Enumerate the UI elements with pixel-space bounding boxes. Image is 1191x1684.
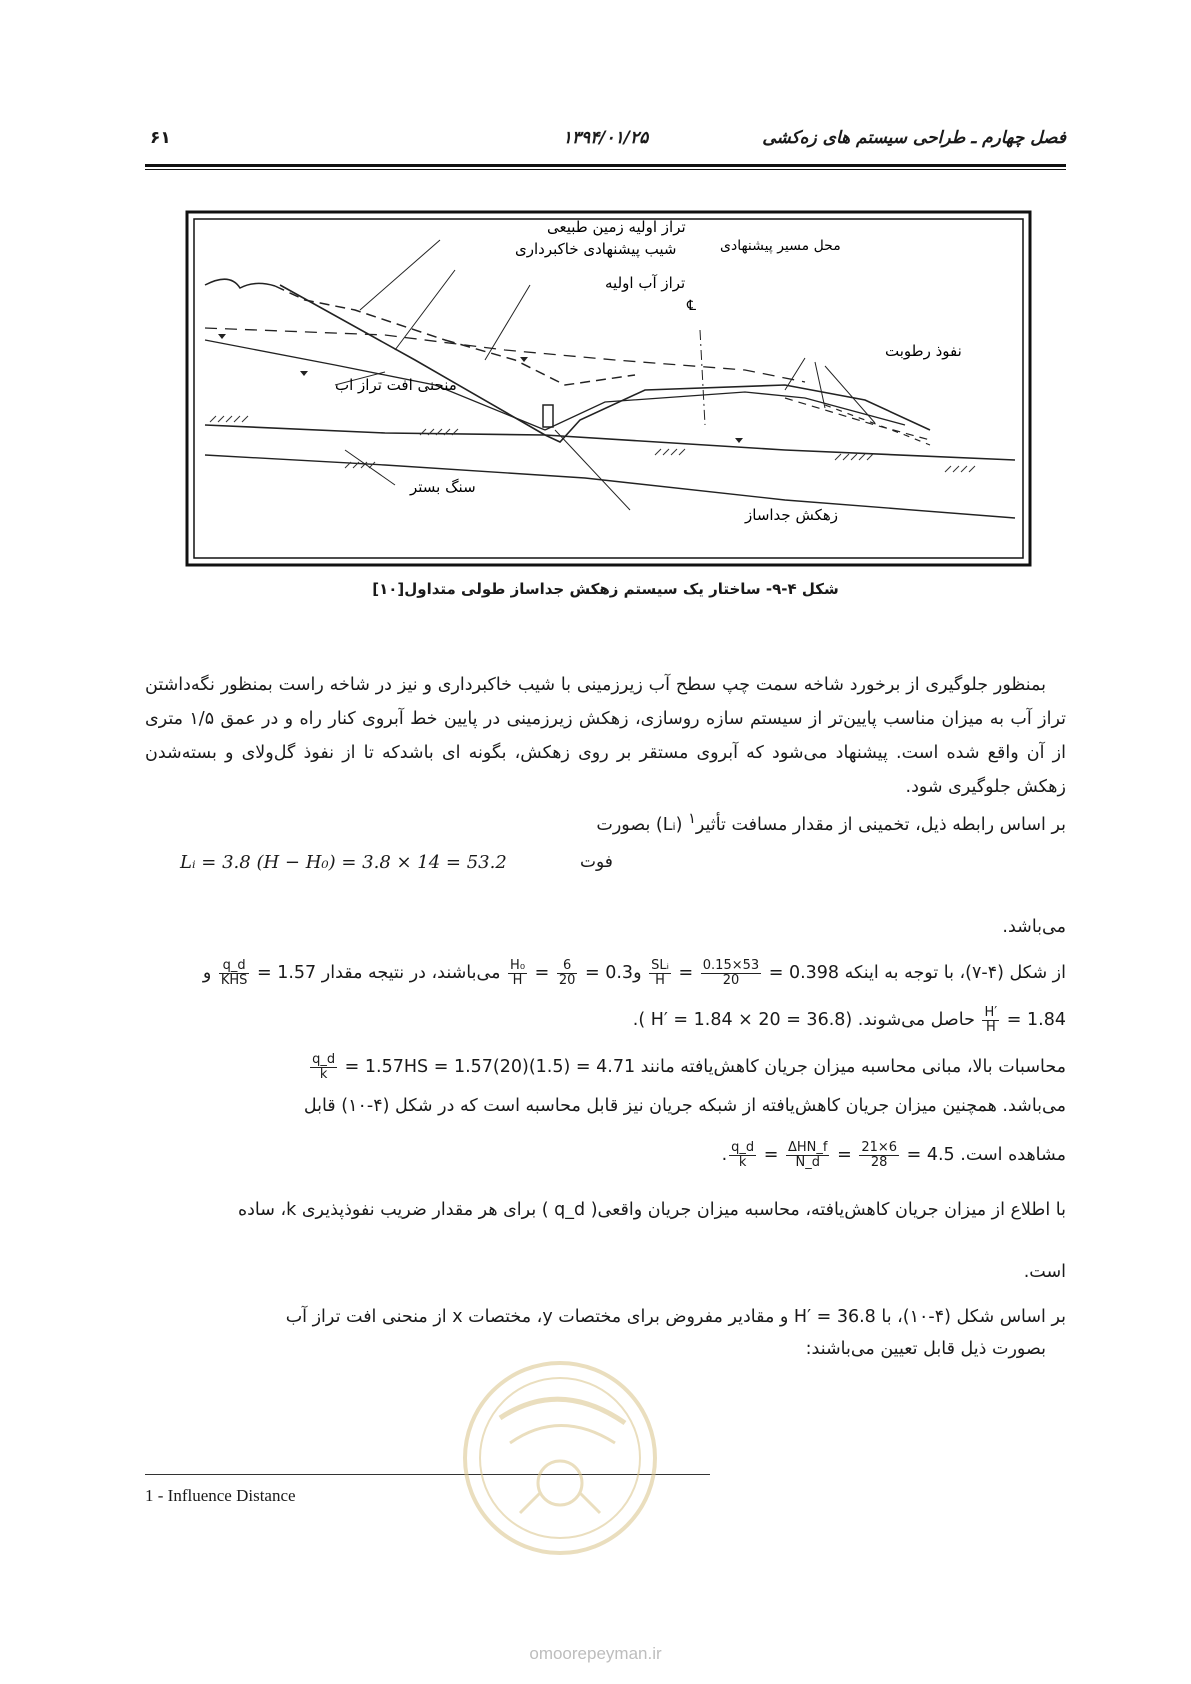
frac-den: 28	[870, 1154, 888, 1170]
chapter-title: فصل چهارم ـ طراحی سیستم های زه‌کشی	[762, 128, 1066, 148]
frac-num: ΔHN_f	[788, 1139, 828, 1155]
fraction-10	[729, 1141, 756, 1170]
drainage-figure	[185, 210, 1032, 567]
equals-sign: =	[837, 1145, 852, 1165]
paragraph-3: می‌باشد.	[1002, 917, 1066, 937]
frac-den: 20	[722, 972, 740, 988]
header-date: ۱۳۹۴/۰۱/۲۵	[562, 128, 649, 148]
p2-text-a: بر اساس رابطه ذیل، تخمینی از مقدار مسافت تأثیر	[695, 814, 1066, 835]
equation-unit: فوت	[580, 852, 613, 872]
frac-den: N_d	[795, 1154, 820, 1170]
label-moisture: نفوذ رطوبت	[885, 342, 962, 360]
frac-num: q_d	[312, 1051, 336, 1067]
frac-den: 20	[558, 972, 576, 988]
equation-influence-distance: Lᵢ = 3.8 (H − H₀) = 3.8 × 14 = 53.2	[180, 852, 507, 873]
equals-sign: =	[763, 1145, 779, 1165]
paragraph-9: با اطلاع از میزان جریان کاهش‌یافته، محاسبه میزان جریان واقعی( q_d ) برای هر مقدار ضریب نفوذپذیری k، ساده	[237, 1200, 1066, 1220]
fraction-5	[219, 959, 250, 988]
paragraph-6	[145, 1050, 1066, 1084]
fraction-8	[859, 1141, 899, 1170]
p4-text-d: و	[202, 963, 212, 983]
p4-text-b: و0.3 =	[585, 963, 642, 983]
paragraph-12: بصورت ذیل قابل تعیین می‌باشند:	[805, 1339, 1046, 1359]
label-bedrock: سنگ بستر	[410, 478, 476, 496]
p5-text-a: 1.84 =	[1006, 1010, 1066, 1030]
equals-sign: =	[678, 963, 694, 983]
frac-den: H	[512, 972, 523, 988]
label-cut-slope: شیب پیشنهادی خاکبرداری	[515, 240, 677, 258]
paragraph-1: بمنظور جلوگیری از برخورد شاخه سمت چپ سطح آب زیرزمینی با شیب خاکبرداری و نیز در شاخه راست بمنظور نگه‌داشتن تراز آب به میزان مناسب پایین‌تر از سیستم سازه روسازی، زهکش زیرزمینی در پایین خط آبروی کنار راه و در عمق ۱/۵ متری از آن واقع شده است. پیشنهاد می‌شود که آبروی مستقر بر روی زهکش، بگونه ای باشدکه تا از نفوذ گل‌ولای و بسته‌شدن زهکش جلوگیری شود.	[145, 675, 1066, 797]
watermark-logo	[460, 1348, 660, 1568]
equals-sign: =	[534, 963, 550, 983]
figure-caption: شکل ۴-۹- ساختار یک سیستم زهکش جداساز طولی متداول[۱۰]	[372, 580, 839, 598]
page-number: ۶۱	[150, 128, 171, 148]
label-centerline: ℄	[687, 298, 696, 314]
frac-den: KHS	[220, 972, 248, 988]
frac-num: 21×6	[861, 1139, 898, 1155]
frac-den: H	[985, 1019, 996, 1035]
label-natural-ground: تراز اولیه زمین طبیعی	[547, 218, 686, 236]
p4-text-c: می‌باشند، در نتیجه مقدار 1.57 =	[256, 963, 501, 983]
label-drain: زهکش جداساز	[745, 506, 839, 524]
p5-text-b: حاصل می‌شوند. (H′ = 1.84 × 20 = 36.8 ).	[632, 1010, 975, 1030]
paragraph-11: بر اساس شکل (۴-۱۰)، با H′ = 36.8 و مقادیر مفروض برای مختصات y، مختصات x از منحنی افت تراز آب	[285, 1307, 1066, 1327]
paragraph-5	[145, 1003, 1066, 1037]
frac-num: q_d	[731, 1139, 755, 1155]
header-rule-thin	[145, 169, 1066, 170]
paragraph-7: می‌باشد. همچنین میزان جریان کاهش‌یافته از شبکه جریان نیز قابل محاسبه است که در شکل (۴-۱۰) قابل	[303, 1096, 1066, 1116]
fraction-4	[508, 959, 527, 988]
frac-num: SLᵢ	[651, 957, 669, 973]
header-rule-thick	[145, 164, 1066, 167]
fraction-6	[982, 1006, 999, 1035]
fraction-1	[701, 959, 761, 988]
watermark-seal-icon	[460, 1348, 660, 1568]
fraction-7	[310, 1053, 337, 1082]
label-drawdown: منحنی افت تراز اب	[335, 376, 457, 394]
p2-text-b: (Lᵢ) بصورت	[596, 814, 683, 835]
frac-num: H′	[984, 1004, 998, 1020]
watermark-site: omoorepeyman.ir	[529, 1644, 662, 1663]
frac-den: H	[655, 972, 665, 988]
figure-drawing	[185, 210, 1032, 567]
label-route: محل مسیر پیشنهادی	[720, 238, 841, 254]
footnote: 1 - Influence Distance	[145, 1486, 296, 1505]
fraction-3	[557, 959, 578, 988]
p4-text-a: از شکل (۴-۷)، با توجه به اینکه 0.398 =	[768, 963, 1066, 983]
p6-text-a: محاسبات بالا، مبانی محاسبه میزان جریان کاهش‌یافته مانند 4.71 = (1.5)(20)1.57 = 1.57HS =	[344, 1057, 1066, 1077]
paragraph-10: است.	[1023, 1262, 1066, 1282]
frac-num: H₀	[510, 957, 526, 973]
frac-num: 0.15×53	[702, 957, 760, 973]
page-header	[145, 128, 1066, 162]
frac-num: 6	[557, 959, 578, 974]
frac-num: q_d	[219, 959, 250, 974]
paragraph-4	[145, 956, 1066, 990]
fraction-9	[786, 1141, 829, 1170]
frac-den: k	[319, 1066, 328, 1082]
paragraph-8: مشاهده است. 4.5 = $\frac{21\times 6}{28}$ = $\frac{\text{ΔHN\_f}}{N\_d}$ = $\frac{q\_d}{k}$ .	[721, 1139, 1066, 1170]
p8-text-a: مشاهده است. 4.5 =	[906, 1145, 1066, 1165]
paragraph-2	[145, 802, 1066, 842]
footnote-ref: ۱	[688, 810, 696, 827]
frac-den: k	[738, 1154, 747, 1170]
label-initial-water: تراز آب اولیه	[605, 274, 686, 292]
fraction-2	[649, 959, 671, 988]
